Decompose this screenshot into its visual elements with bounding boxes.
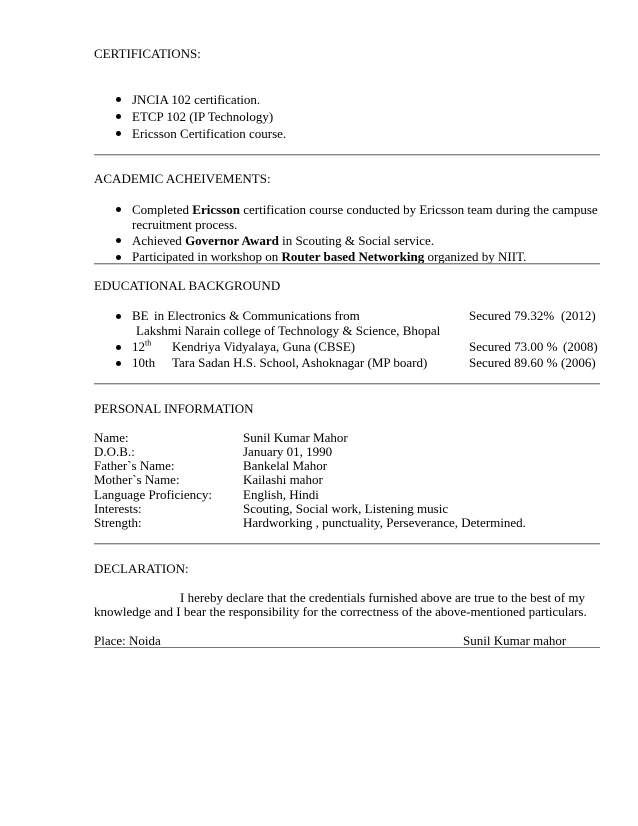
- education-institution: Kendriya Vidyalaya, Guna (CBSE): [172, 339, 356, 354]
- education-secured: Secured 79.32%: [469, 308, 555, 323]
- bullet-icon: [116, 314, 121, 319]
- section-divider: [94, 263, 600, 265]
- list-item: ETCP 102 (IP Technology): [132, 109, 274, 124]
- education-institution-continuation: Lakshmi Narain college of Technology & Science, Bhopal: [136, 323, 441, 338]
- declaration-text-line-2: knowledge and I bear the responsibility for the correctness of the above-mentioned particulars.: [94, 604, 587, 619]
- field-label: Mother`s Name:: [94, 472, 180, 487]
- field-value: Bankelal Mahor: [243, 458, 328, 473]
- field-value: Sunil Kumar Mahor: [243, 430, 348, 445]
- personal-heading: PERSONAL INFORMATION: [94, 401, 254, 416]
- education-level: 12th: [132, 338, 152, 354]
- declaration-heading: DECLARATION:: [94, 561, 189, 576]
- bullet-icon: [116, 131, 121, 136]
- signature-name: Sunil Kumar mahor: [463, 633, 567, 648]
- education-year: (2006): [561, 355, 596, 370]
- field-label: Name:: [94, 430, 129, 445]
- bullet-icon: [116, 345, 121, 350]
- education-institution: in Electronics & Communications from: [154, 308, 360, 323]
- field-label: Interests:: [94, 501, 142, 516]
- section-divider: [94, 543, 600, 545]
- list-item: Participated in workshop on Router based Networking organized by NIIT.: [132, 249, 527, 264]
- certifications-heading: CERTIFICATIONS:: [94, 46, 201, 61]
- list-item: Completed Ericsson certification course conducted by Ericsson team during the campuse: [132, 202, 598, 217]
- field-value: Kailashi mahor: [243, 472, 323, 487]
- bullet-icon: [116, 255, 121, 260]
- place-label: Place: Noida: [94, 633, 161, 648]
- bullet-icon: [116, 114, 121, 119]
- bullet-icon: [116, 361, 121, 366]
- bullet-icon: [116, 97, 121, 102]
- education-year: (2008): [563, 339, 598, 354]
- declaration-text-line-1: I hereby declare that the credentials furnished above are true to the best of my: [180, 590, 585, 605]
- education-secured: Secured 89.60 %: [469, 355, 558, 370]
- section-divider: [94, 154, 600, 156]
- education-institution: Tara Sadan H.S. School, Ashoknagar (MP board): [172, 355, 428, 370]
- field-value: English, Hindi: [243, 487, 319, 502]
- field-value: Scouting, Social work, Listening music: [243, 501, 449, 516]
- list-item: JNCIA 102 certification.: [132, 92, 261, 107]
- list-item: Achieved Governor Award in Scouting & Social service.: [132, 233, 435, 248]
- education-secured: Secured 73.00 %: [469, 339, 558, 354]
- field-label: Language Proficiency:: [94, 487, 213, 502]
- field-label: D.O.B.:: [94, 444, 135, 459]
- signature-line: [94, 647, 600, 648]
- field-value: January 01, 1990: [243, 444, 333, 459]
- field-label: Father`s Name:: [94, 458, 175, 473]
- bullet-icon: [116, 238, 121, 243]
- education-level: 10th: [132, 355, 156, 370]
- list-item-continuation: recruitment process.: [132, 217, 238, 232]
- field-label: Strength:: [94, 515, 142, 530]
- education-heading: EDUCATIONAL BACKGROUND: [94, 278, 281, 293]
- list-item: Ericsson Certification course.: [132, 126, 287, 141]
- academic-heading: ACADEMIC ACHEIVEMENTS:: [94, 171, 271, 186]
- education-level: BE: [132, 308, 149, 323]
- section-divider: [94, 383, 600, 385]
- education-year: (2012): [561, 308, 596, 323]
- bullet-icon: [116, 207, 121, 212]
- field-value: Hardworking , punctuality, Perseverance, Determined.: [243, 515, 526, 530]
